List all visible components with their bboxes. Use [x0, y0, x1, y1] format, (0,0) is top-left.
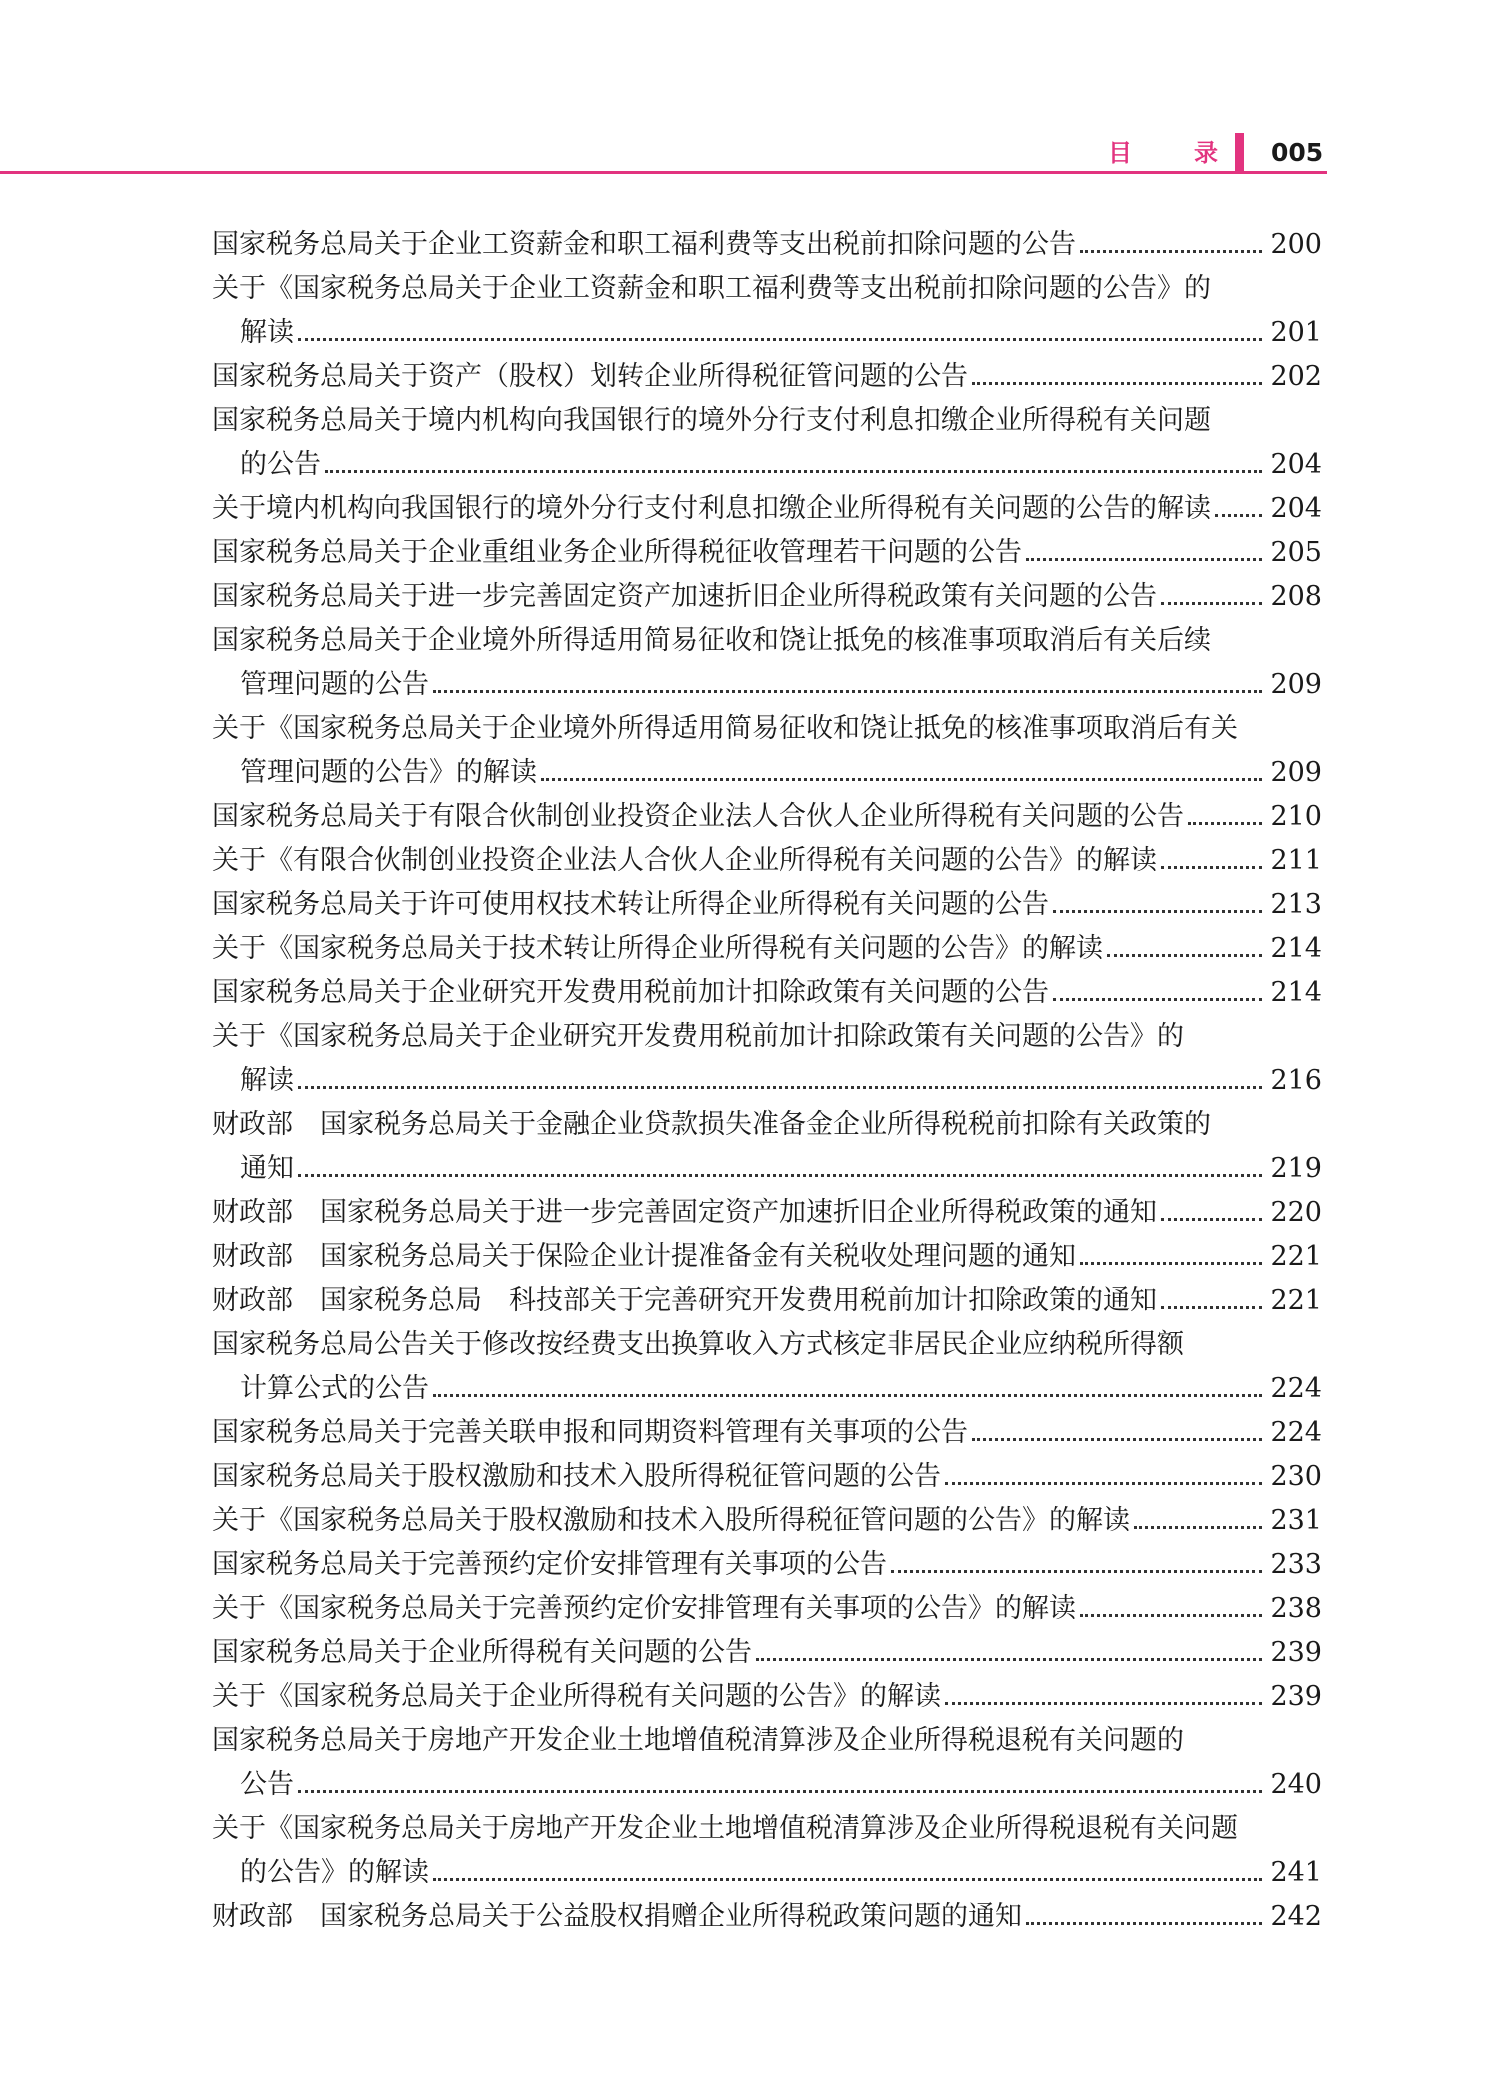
- dot-leader: [298, 1790, 1262, 1793]
- toc-entry-title: 国家税务总局关于企业工资薪金和职工福利费等支出税前扣除问题的公告: [212, 229, 1076, 260]
- toc-entry-last-line: [212, 1455, 1322, 1499]
- toc-entry[interactable]: [212, 1455, 1322, 1499]
- toc-entry-title-line: 国家税务总局关于房地产开发企业土地增值税清算涉及企业所得税退税有关问题的: [212, 1725, 1184, 1756]
- toc-entry-title: 关于《国家税务总局关于股权激励和技术入股所得税征管问题的公告》的解读: [212, 1505, 1130, 1536]
- toc-entry-last-line: [212, 531, 1322, 575]
- toc-entry-last-line: [212, 1411, 1322, 1455]
- toc-entry-last-line: [212, 1631, 1322, 1675]
- toc-entry-title-line: 国家税务总局关于企业境外所得适用简易征收和饶让抵免的核准事项取消后有关后续: [212, 625, 1211, 656]
- toc-entry-last-line: [212, 1191, 1322, 1235]
- toc-entry-last-line: [212, 575, 1322, 619]
- toc-entry-page: 242: [1270, 1901, 1322, 1932]
- toc-entry-title: 关于境内机构向我国银行的境外分行支付利息扣缴企业所得税有关问题的公告的解读: [212, 493, 1211, 524]
- toc-entry[interactable]: [212, 1191, 1322, 1235]
- toc-entry-last-line: [212, 1851, 1322, 1895]
- dot-leader: [1053, 998, 1262, 1001]
- dot-leader: [1026, 558, 1262, 561]
- toc-entry-last-line: [212, 971, 1322, 1015]
- toc-entry-page: 219: [1270, 1153, 1322, 1184]
- toc-entry-page: 216: [1270, 1065, 1322, 1096]
- toc-entry[interactable]: [212, 355, 1322, 399]
- dot-leader: [1080, 1614, 1262, 1617]
- dot-leader: [433, 1394, 1262, 1397]
- toc-entry-title: 关于《有限合伙制创业投资企业法人合伙人企业所得税有关问题的公告》的解读: [212, 845, 1157, 876]
- toc-entry-title: 的公告: [240, 449, 321, 480]
- toc-entry-last-line: [212, 1895, 1322, 1939]
- toc-entry-page: 204: [1270, 449, 1322, 480]
- toc-entry[interactable]: [212, 927, 1322, 971]
- toc-entry-last-line: [212, 927, 1322, 971]
- section-label-char-1: 目: [1108, 139, 1132, 167]
- dot-leader: [1107, 954, 1262, 957]
- toc-entry[interactable]: [212, 531, 1322, 575]
- dot-leader: [1161, 866, 1262, 869]
- toc-entry-title-line: 关于《国家税务总局关于企业研究开发费用税前加计扣除政策有关问题的公告》的: [212, 1021, 1184, 1052]
- toc-entry-page: 204: [1270, 493, 1322, 524]
- toc-entry-last-line: [212, 1543, 1322, 1587]
- dot-leader: [1188, 822, 1262, 825]
- toc-entry-title-line: 关于《国家税务总局关于房地产开发企业土地增值税清算涉及企业所得税退税有关问题: [212, 1813, 1238, 1844]
- toc-entry-title: 国家税务总局关于企业研究开发费用税前加计扣除政策有关问题的公告: [212, 977, 1049, 1008]
- dot-leader: [1161, 1306, 1262, 1309]
- dot-leader: [1215, 514, 1262, 517]
- toc-entry[interactable]: [212, 399, 1322, 487]
- dot-leader: [1134, 1526, 1262, 1529]
- dot-leader: [1161, 602, 1262, 605]
- toc-entry-last-line: [212, 223, 1322, 267]
- toc-entry-title-line: 关于《国家税务总局关于企业工资薪金和职工福利费等支出税前扣除问题的公告》的: [212, 273, 1211, 304]
- toc-entry-title: 关于《国家税务总局关于技术转让所得企业所得税有关问题的公告》的解读: [212, 933, 1103, 964]
- toc-entry-last-line: [212, 839, 1322, 883]
- dot-leader: [433, 690, 1262, 693]
- table-of-contents: [212, 223, 1322, 1939]
- page-number: 005: [1271, 138, 1324, 167]
- toc-entry-title: 关于《国家税务总局关于完善预约定价安排管理有关事项的公告》的解读: [212, 1593, 1076, 1624]
- toc-entry-page: 239: [1270, 1637, 1322, 1668]
- toc-entry[interactable]: [212, 971, 1322, 1015]
- toc-entry-page: 239: [1270, 1681, 1322, 1712]
- toc-entry-title-line: 财政部 国家税务总局关于金融企业贷款损失准备金企业所得税税前扣除有关政策的: [212, 1109, 1211, 1140]
- dot-leader: [325, 470, 1262, 473]
- toc-entry-title: 国家税务总局关于完善关联申报和同期资料管理有关事项的公告: [212, 1417, 968, 1448]
- toc-entry[interactable]: [212, 1279, 1322, 1323]
- dot-leader: [541, 778, 1262, 781]
- dot-leader: [972, 1438, 1262, 1441]
- toc-entry-page: 208: [1270, 581, 1322, 612]
- toc-entry[interactable]: [212, 1323, 1322, 1411]
- toc-entry-last-line: [212, 883, 1322, 927]
- toc-entry-page: 205: [1270, 537, 1322, 568]
- toc-entry-last-line: [212, 795, 1322, 839]
- toc-entry-page: 214: [1270, 933, 1322, 964]
- dot-leader: [945, 1702, 1262, 1705]
- toc-entry[interactable]: [212, 1103, 1322, 1191]
- dot-leader: [298, 338, 1262, 341]
- toc-entry-page: 210: [1270, 801, 1322, 832]
- toc-entry-page: 200: [1270, 229, 1322, 260]
- section-label: [1108, 138, 1218, 168]
- toc-entry[interactable]: [212, 575, 1322, 619]
- toc-entry-title-line: 国家税务总局公告关于修改按经费支出换算收入方式核定非居民企业应纳税所得额: [212, 1329, 1184, 1360]
- dot-leader: [891, 1570, 1262, 1573]
- toc-entry-page: 231: [1270, 1505, 1322, 1536]
- toc-entry-last-line: [212, 1279, 1322, 1323]
- toc-entry-title-line: 国家税务总局关于境内机构向我国银行的境外分行支付利息扣缴企业所得税有关问题: [212, 405, 1211, 436]
- toc-entry[interactable]: [212, 839, 1322, 883]
- dot-leader: [298, 1174, 1262, 1177]
- toc-entry-page: 221: [1270, 1241, 1322, 1272]
- toc-entry-title: 国家税务总局关于企业重组业务企业所得税征收管理若干问题的公告: [212, 537, 1022, 568]
- dot-leader: [1080, 1262, 1262, 1265]
- toc-entry-page: 211: [1270, 845, 1322, 876]
- toc-entry[interactable]: [212, 795, 1322, 839]
- toc-entry-page: 202: [1270, 361, 1322, 392]
- toc-entry-last-line: [212, 443, 1322, 487]
- toc-entry-last-line: [212, 1147, 1322, 1191]
- toc-entry-last-line: [212, 663, 1322, 707]
- toc-entry-page: 241: [1270, 1857, 1322, 1888]
- toc-entry[interactable]: [212, 1895, 1322, 1939]
- toc-entry-last-line: [212, 1367, 1322, 1411]
- toc-entry-title: 管理问题的公告: [240, 669, 429, 700]
- toc-entry-title: 解读: [240, 1065, 294, 1096]
- toc-entry-title: 通知: [240, 1153, 294, 1184]
- toc-entry-title: 的公告》的解读: [240, 1857, 429, 1888]
- dot-leader: [1026, 1922, 1262, 1925]
- toc-entry[interactable]: [212, 1807, 1322, 1895]
- dot-leader: [298, 1086, 1262, 1089]
- toc-entry[interactable]: [212, 1543, 1322, 1587]
- toc-entry-title: 公告: [240, 1769, 294, 1800]
- toc-entry-title: 国家税务总局关于完善预约定价安排管理有关事项的公告: [212, 1549, 887, 1580]
- toc-entry-page: 214: [1270, 977, 1322, 1008]
- toc-entry-last-line: [212, 1235, 1322, 1279]
- header-accent-bar: [1235, 133, 1244, 171]
- dot-leader: [756, 1658, 1262, 1661]
- toc-entry[interactable]: [212, 1411, 1322, 1455]
- header-rule: [0, 171, 1327, 174]
- toc-entry-title: 财政部 国家税务总局关于保险企业计提准备金有关税收处理问题的通知: [212, 1241, 1076, 1272]
- toc-entry[interactable]: [212, 487, 1322, 531]
- toc-entry-title: 国家税务总局关于有限合伙制创业投资企业法人合伙人企业所得税有关问题的公告: [212, 801, 1184, 832]
- toc-entry-page: 233: [1270, 1549, 1322, 1580]
- toc-entry[interactable]: [212, 1719, 1322, 1807]
- toc-entry[interactable]: [212, 223, 1322, 267]
- toc-entry-page: 224: [1270, 1417, 1322, 1448]
- toc-entry-title: 国家税务总局关于许可使用权技术转让所得企业所得税有关问题的公告: [212, 889, 1049, 920]
- toc-entry[interactable]: [212, 1235, 1322, 1279]
- toc-entry-last-line: [212, 487, 1322, 531]
- dot-leader: [1080, 250, 1262, 253]
- toc-entry-title: 国家税务总局关于资产（股权）划转企业所得税征管问题的公告: [212, 361, 968, 392]
- toc-entry-page: 221: [1270, 1285, 1322, 1316]
- toc-entry-title-line: 关于《国家税务总局关于企业境外所得适用简易征收和饶让抵免的核准事项取消后有关: [212, 713, 1238, 744]
- toc-entry-last-line: [212, 1763, 1322, 1807]
- toc-entry-title: 财政部 国家税务总局 科技部关于完善研究开发费用税前加计扣除政策的通知: [212, 1285, 1157, 1316]
- toc-entry[interactable]: [212, 619, 1322, 707]
- toc-entry-page: 240: [1270, 1769, 1322, 1800]
- toc-entry-title: 国家税务总局关于股权激励和技术入股所得税征管问题的公告: [212, 1461, 941, 1492]
- toc-entry[interactable]: [212, 1499, 1322, 1543]
- dot-leader: [433, 1878, 1262, 1881]
- toc-entry[interactable]: [212, 1631, 1322, 1675]
- dot-leader: [1161, 1218, 1262, 1221]
- toc-entry-last-line: [212, 1675, 1322, 1719]
- toc-entry-title: 国家税务总局关于进一步完善固定资产加速折旧企业所得税政策有关问题的公告: [212, 581, 1157, 612]
- toc-entry-title: 关于《国家税务总局关于企业所得税有关问题的公告》的解读: [212, 1681, 941, 1712]
- toc-entry[interactable]: [212, 883, 1322, 927]
- toc-entry[interactable]: [212, 1587, 1322, 1631]
- toc-entry[interactable]: [212, 267, 1322, 355]
- section-label-char-2: 录: [1194, 139, 1218, 167]
- toc-entry-page: 220: [1270, 1197, 1322, 1228]
- toc-entry-title: 管理问题的公告》的解读: [240, 757, 537, 788]
- toc-entry-last-line: [212, 1587, 1322, 1631]
- dot-leader: [945, 1482, 1262, 1485]
- toc-entry[interactable]: [212, 1015, 1322, 1103]
- toc-entry-title: 计算公式的公告: [240, 1373, 429, 1404]
- toc-entry-title: 财政部 国家税务总局关于公益股权捐赠企业所得税政策问题的通知: [212, 1901, 1022, 1932]
- toc-entry-page: 224: [1270, 1373, 1322, 1404]
- toc-entry-title: 解读: [240, 317, 294, 348]
- toc-entry-title: 国家税务总局关于企业所得税有关问题的公告: [212, 1637, 752, 1668]
- dot-leader: [972, 382, 1262, 385]
- toc-entry-last-line: [212, 1499, 1322, 1543]
- toc-entry-page: 209: [1270, 669, 1322, 700]
- dot-leader: [1053, 910, 1262, 913]
- toc-entry-title: 财政部 国家税务总局关于进一步完善固定资产加速折旧企业所得税政策的通知: [212, 1197, 1157, 1228]
- toc-entry[interactable]: [212, 707, 1322, 795]
- toc-entry[interactable]: [212, 1675, 1322, 1719]
- toc-entry-page: 213: [1270, 889, 1322, 920]
- toc-entry-last-line: [212, 311, 1322, 355]
- toc-entry-page: 201: [1270, 317, 1322, 348]
- toc-entry-page: 230: [1270, 1461, 1322, 1492]
- toc-entry-last-line: [212, 751, 1322, 795]
- toc-entry-last-line: [212, 1059, 1322, 1103]
- toc-entry-last-line: [212, 355, 1322, 399]
- toc-entry-page: 209: [1270, 757, 1322, 788]
- toc-entry-page: 238: [1270, 1593, 1322, 1624]
